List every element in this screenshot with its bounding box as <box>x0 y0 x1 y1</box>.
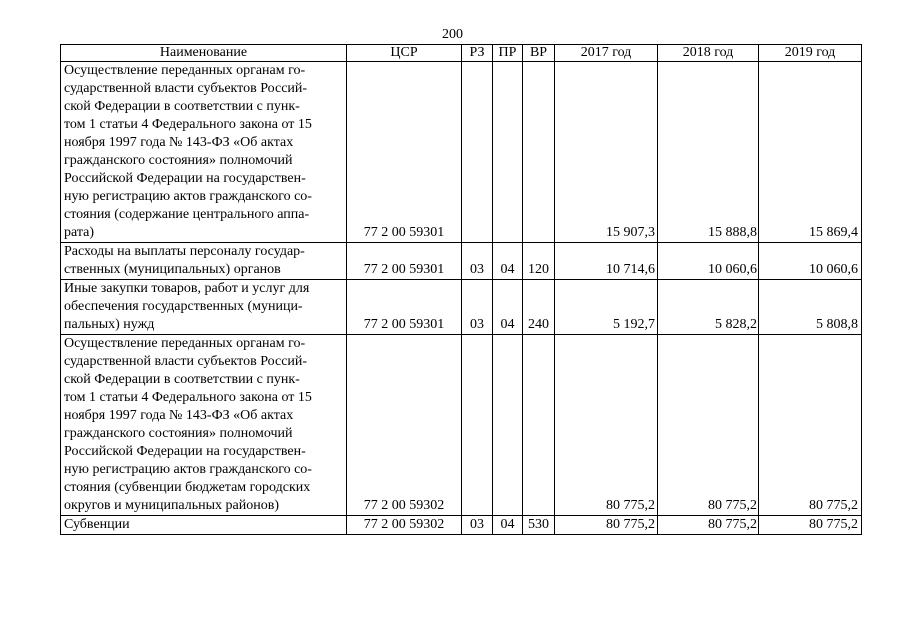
name-line: ную регистрацию актов гражданского со- <box>64 462 312 477</box>
cell-pr <box>493 62 523 243</box>
cell-2018: 15 888,8 <box>658 62 759 243</box>
cell-csr: 77 2 00 59301 <box>347 243 462 280</box>
name-line: обеспечения государственных (муници- <box>64 299 303 314</box>
table-header-row <box>61 45 862 62</box>
table-row <box>61 516 862 535</box>
name-line: ноября 1997 года № 143-ФЗ «Об актах <box>64 408 294 423</box>
cell-2017: 5 192,7 <box>555 280 658 335</box>
name-line: гражданского состояния» полномочий <box>64 153 293 168</box>
name-line: округов и муниципальных районов) <box>64 498 280 513</box>
name-line: Субвенции <box>64 517 130 532</box>
cell-vr <box>523 62 555 243</box>
cell-rz <box>462 335 493 516</box>
budget-table <box>60 44 862 535</box>
cell-2019: 80 775,2 <box>759 335 862 516</box>
name-line: ственных (муниципальных) органов <box>64 262 281 277</box>
name-line: ную регистрацию актов гражданского со- <box>64 189 312 204</box>
cell-2017: 80 775,2 <box>555 335 658 516</box>
name-line: ноября 1997 года № 143-ФЗ «Об актах <box>64 135 294 150</box>
header-2017: 2017 год <box>555 45 658 62</box>
cell-csr: 77 2 00 59302 <box>347 335 462 516</box>
name-line: стояния (содержание центрального аппа- <box>64 207 310 222</box>
cell-2019: 5 808,8 <box>759 280 862 335</box>
name-line: рата) <box>64 225 95 240</box>
header-2019: 2019 год <box>759 45 862 62</box>
cell-vr: 120 <box>523 243 555 280</box>
cell-pr: 04 <box>493 280 523 335</box>
cell-rz <box>462 62 493 243</box>
cell-name <box>61 335 347 516</box>
header-2018: 2018 год <box>658 45 759 62</box>
table-row <box>61 243 862 280</box>
table-body <box>61 62 862 535</box>
table-row <box>61 280 862 335</box>
name-line: Российской Федерации на государствен- <box>64 171 306 186</box>
name-line: сударственной власти субъектов Россий- <box>64 81 308 96</box>
name-line: том 1 статьи 4 Федерального закона от 15 <box>64 117 312 132</box>
cell-name <box>61 516 347 535</box>
name-line: сударственной власти субъектов Россий- <box>64 354 308 369</box>
cell-vr: 530 <box>523 516 555 535</box>
name-line: том 1 статьи 4 Федерального закона от 15 <box>64 390 312 405</box>
cell-2018: 80 775,2 <box>658 335 759 516</box>
name-line: Иные закупки товаров, работ и услуг для <box>64 281 310 296</box>
name-line: Российской Федерации на государствен- <box>64 444 306 459</box>
cell-csr: 77 2 00 59301 <box>347 62 462 243</box>
name-line: Расходы на выплаты персоналу государ- <box>64 244 305 259</box>
cell-name <box>61 243 347 280</box>
header-csr: ЦСР <box>347 45 462 62</box>
cell-2018: 10 060,6 <box>658 243 759 280</box>
cell-2019: 10 060,6 <box>759 243 862 280</box>
name-line: ской Федерации в соответствии с пунк- <box>64 99 300 114</box>
page-number: 200 <box>442 27 463 42</box>
cell-pr: 04 <box>493 516 523 535</box>
header-name: Наименование <box>61 45 347 62</box>
name-line: Осуществление переданных органам го- <box>64 63 306 78</box>
cell-2018: 5 828,2 <box>658 280 759 335</box>
name-line: стояния (субвенции бюджетам городских <box>64 480 311 495</box>
name-line: пальных) нужд <box>64 317 155 332</box>
cell-rz: 03 <box>462 243 493 280</box>
cell-pr <box>493 335 523 516</box>
table-row <box>61 335 862 516</box>
cell-csr: 77 2 00 59302 <box>347 516 462 535</box>
name-line: ской Федерации в соответствии с пунк- <box>64 372 300 387</box>
table-row <box>61 62 862 243</box>
cell-2017: 80 775,2 <box>555 516 658 535</box>
cell-2017: 10 714,6 <box>555 243 658 280</box>
header-rz: РЗ <box>462 45 493 62</box>
cell-2019: 80 775,2 <box>759 516 862 535</box>
cell-pr: 04 <box>493 243 523 280</box>
cell-name <box>61 62 347 243</box>
cell-rz: 03 <box>462 516 493 535</box>
cell-csr: 77 2 00 59301 <box>347 280 462 335</box>
cell-rz: 03 <box>462 280 493 335</box>
header-vr: ВР <box>523 45 555 62</box>
name-line: гражданского состояния» полномочий <box>64 426 293 441</box>
cell-vr <box>523 335 555 516</box>
cell-2019: 15 869,4 <box>759 62 862 243</box>
cell-vr: 240 <box>523 280 555 335</box>
name-line: Осуществление переданных органам го- <box>64 336 306 351</box>
header-pr: ПР <box>493 45 523 62</box>
cell-name <box>61 280 347 335</box>
cell-2018: 80 775,2 <box>658 516 759 535</box>
cell-2017: 15 907,3 <box>555 62 658 243</box>
